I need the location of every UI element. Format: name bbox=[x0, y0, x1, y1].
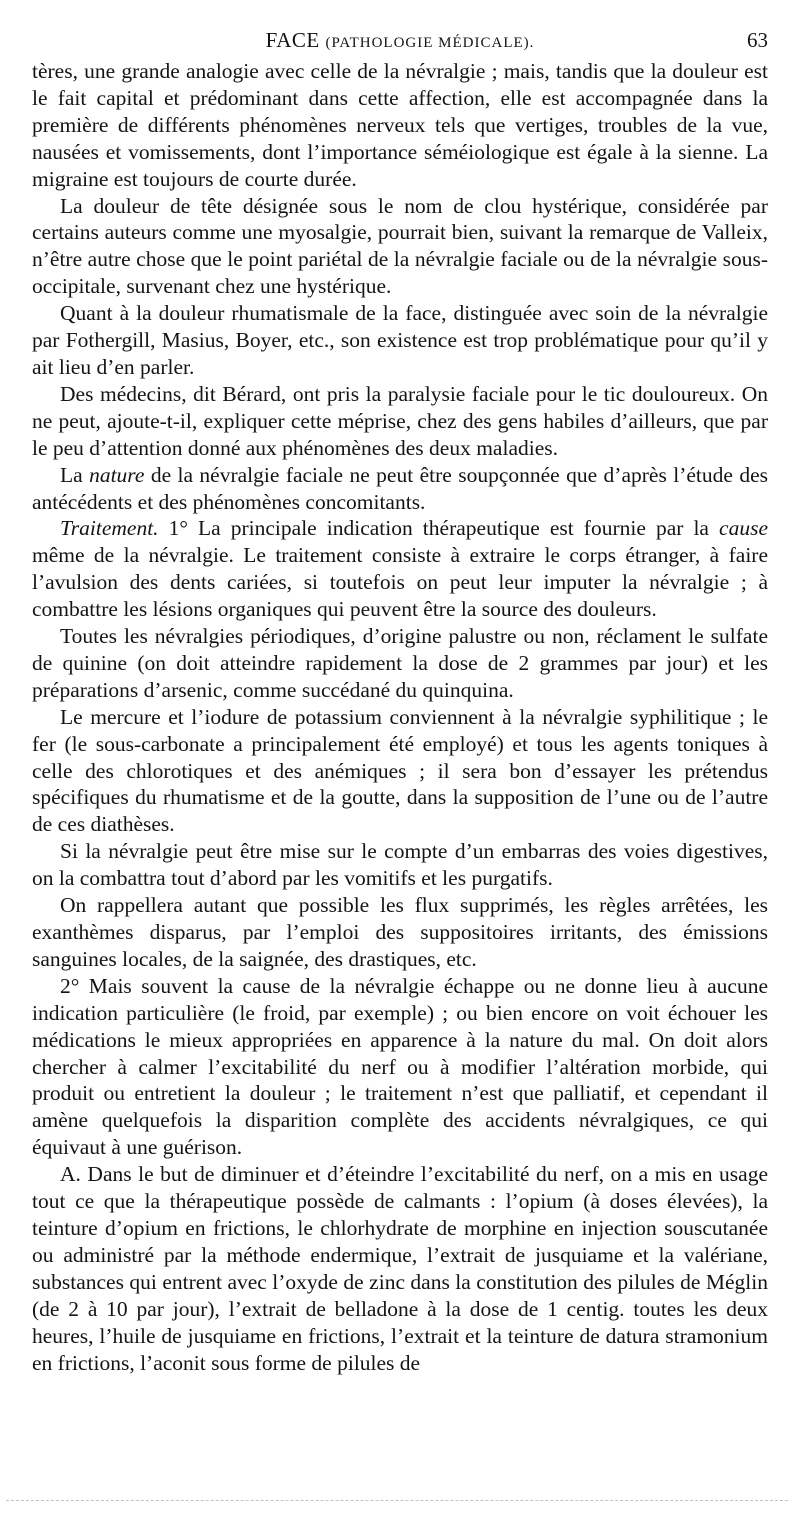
body-text bbox=[32, 58, 768, 1376]
paragraph-12: A. Dans le but de diminuer et d’éteindre l’excitabilité du nerf, on a mis en usage tout ce que la thérapeutique possède de calmants : l’opium (à doses élevées), la teinture d’opium en frictions, le chlorhydrate de morphine en injection souscutanée ou administré par la méthode endermique, l’extrait de jusquiame et la valériane, substances qui entrent avec l’oxyde de zinc dans la constitution des pilules de Méglin (de 2 à 10 par jour), l’extrait de belladone à la dose de 1 centig. toutes les deux heures, l’huile de jusquiame en frictions, l’extrait et la teinture de datura stramonium en frictions, l’aconit sous forme de pilules de bbox=[32, 1162, 768, 1375]
running-title-sub: (PATHOLOGIE MÉDICALE). bbox=[325, 35, 535, 51]
paragraph-9: Si la névralgie peut être mise sur le compte d’un embarras des voies digestives, on la combattra tout d’abord par les vomitifs et les purgatifs. bbox=[32, 839, 768, 891]
paragraph-10: On rappellera autant que possible les flux supprimés, les règles arrêtées, les exanthèmes disparus, par l’emploi des suppositoires irritants, des émissions sanguines locales, de la saignée, des drastiques, etc. bbox=[32, 893, 768, 971]
page-number: 63 bbox=[747, 28, 768, 52]
paragraph-1: tères, une grande analogie avec celle de la névralgie ; mais, tandis que la douleur est le fait capital et prédominant dans cette affection, elle est accompagnée dans la première de différents phénomènes nerveux tels que vertiges, troubles de la vue, nausées et vomissements, dont l’importance séméiologique est égale à la sienne. La migraine est toujours de courte durée. bbox=[32, 59, 768, 191]
paragraph-8: Le mercure et l’iodure de potassium conviennent à la névralgie syphilitique ; le fer (le sous-carbonate a principalement été employé) et tous les agents toniques à celle des chlorotiques et des anémiques ; il sera bon d’essayer les prétendus spécifiques du rhumatisme et de la goutte, dans la supposition de l’une ou de l’autre de ces diathèses. bbox=[32, 704, 768, 837]
paragraph-5: La nature de la névralgie faciale ne peut être soupçonnée que d’après l’étude des antécédents et des phénomènes concomitants. bbox=[32, 462, 768, 514]
book-page bbox=[32, 22, 768, 1376]
paragraph-7: Toutes les névralgies périodiques, d’origine palustre ou non, réclament le sulfate de quinine (on doit atteindre rapidement la dose de 2 grammes par jour) et les préparations d’arsenic, comme succédané du quinquina. bbox=[32, 624, 768, 702]
paragraph-2: La douleur de tête désignée sous le nom de clou hystérique, considérée par certains auteurs comme une myosalgie, pourrait bien, suivant la remarque de Valleix, n’être autre chose que le point pariétal de la névralgie faciale ou de la névralgie sous-occipitale, survenant chez une hystérique. bbox=[32, 193, 768, 299]
paragraph-6: Traitement. 1° La principale indication thérapeutique est fournie par la cause même de la névralgie. Le traitement consiste à extraire le corps étranger, à faire l’avulsion des dents cariées, si toutefois on peut leur imputer la névralgie ; à combattre les lésions organiques qui peuvent être la source des douleurs. bbox=[32, 516, 768, 622]
paragraph-4: Des médecins, dit Bérard, ont pris la paralysie faciale pour le tic douloureux. On ne peut, ajoute-t-il, expliquer cette méprise, chez des gens habiles d’ailleurs, que par le peu d’attention donné aux phénomènes des deux maladies. bbox=[32, 381, 768, 460]
running-title-main: FACE bbox=[265, 28, 320, 52]
running-title bbox=[32, 28, 768, 53]
paragraph-3: Quant à la douleur rhumatismale de la face, distinguée avec soin de la névralgie par Fothergill, Masius, Boyer, etc., son existence est trop problématique pour qu’il y ait lieu d’en parler. bbox=[32, 301, 768, 379]
running-head bbox=[32, 22, 768, 58]
paragraph-11: 2° Mais souvent la cause de la névralgie échappe ou ne donne lieu à aucune indication particulière (le froid, par exemple) ; ou bien encore on voit échouer les médications le mieux appropriées en apparence à la nature du mal. On doit alors chercher à calmer l’excitabilité du nerf ou à modifier l’altération morbide, qui produit ou entretient la douleur ; le traitement n’est que palliatif, et cependant il amène quelquefois la disparition complète des accidents névralgiques, ce qui équivaut à une guérison. bbox=[32, 973, 768, 1160]
page-bottom-rule bbox=[6, 1500, 788, 1501]
